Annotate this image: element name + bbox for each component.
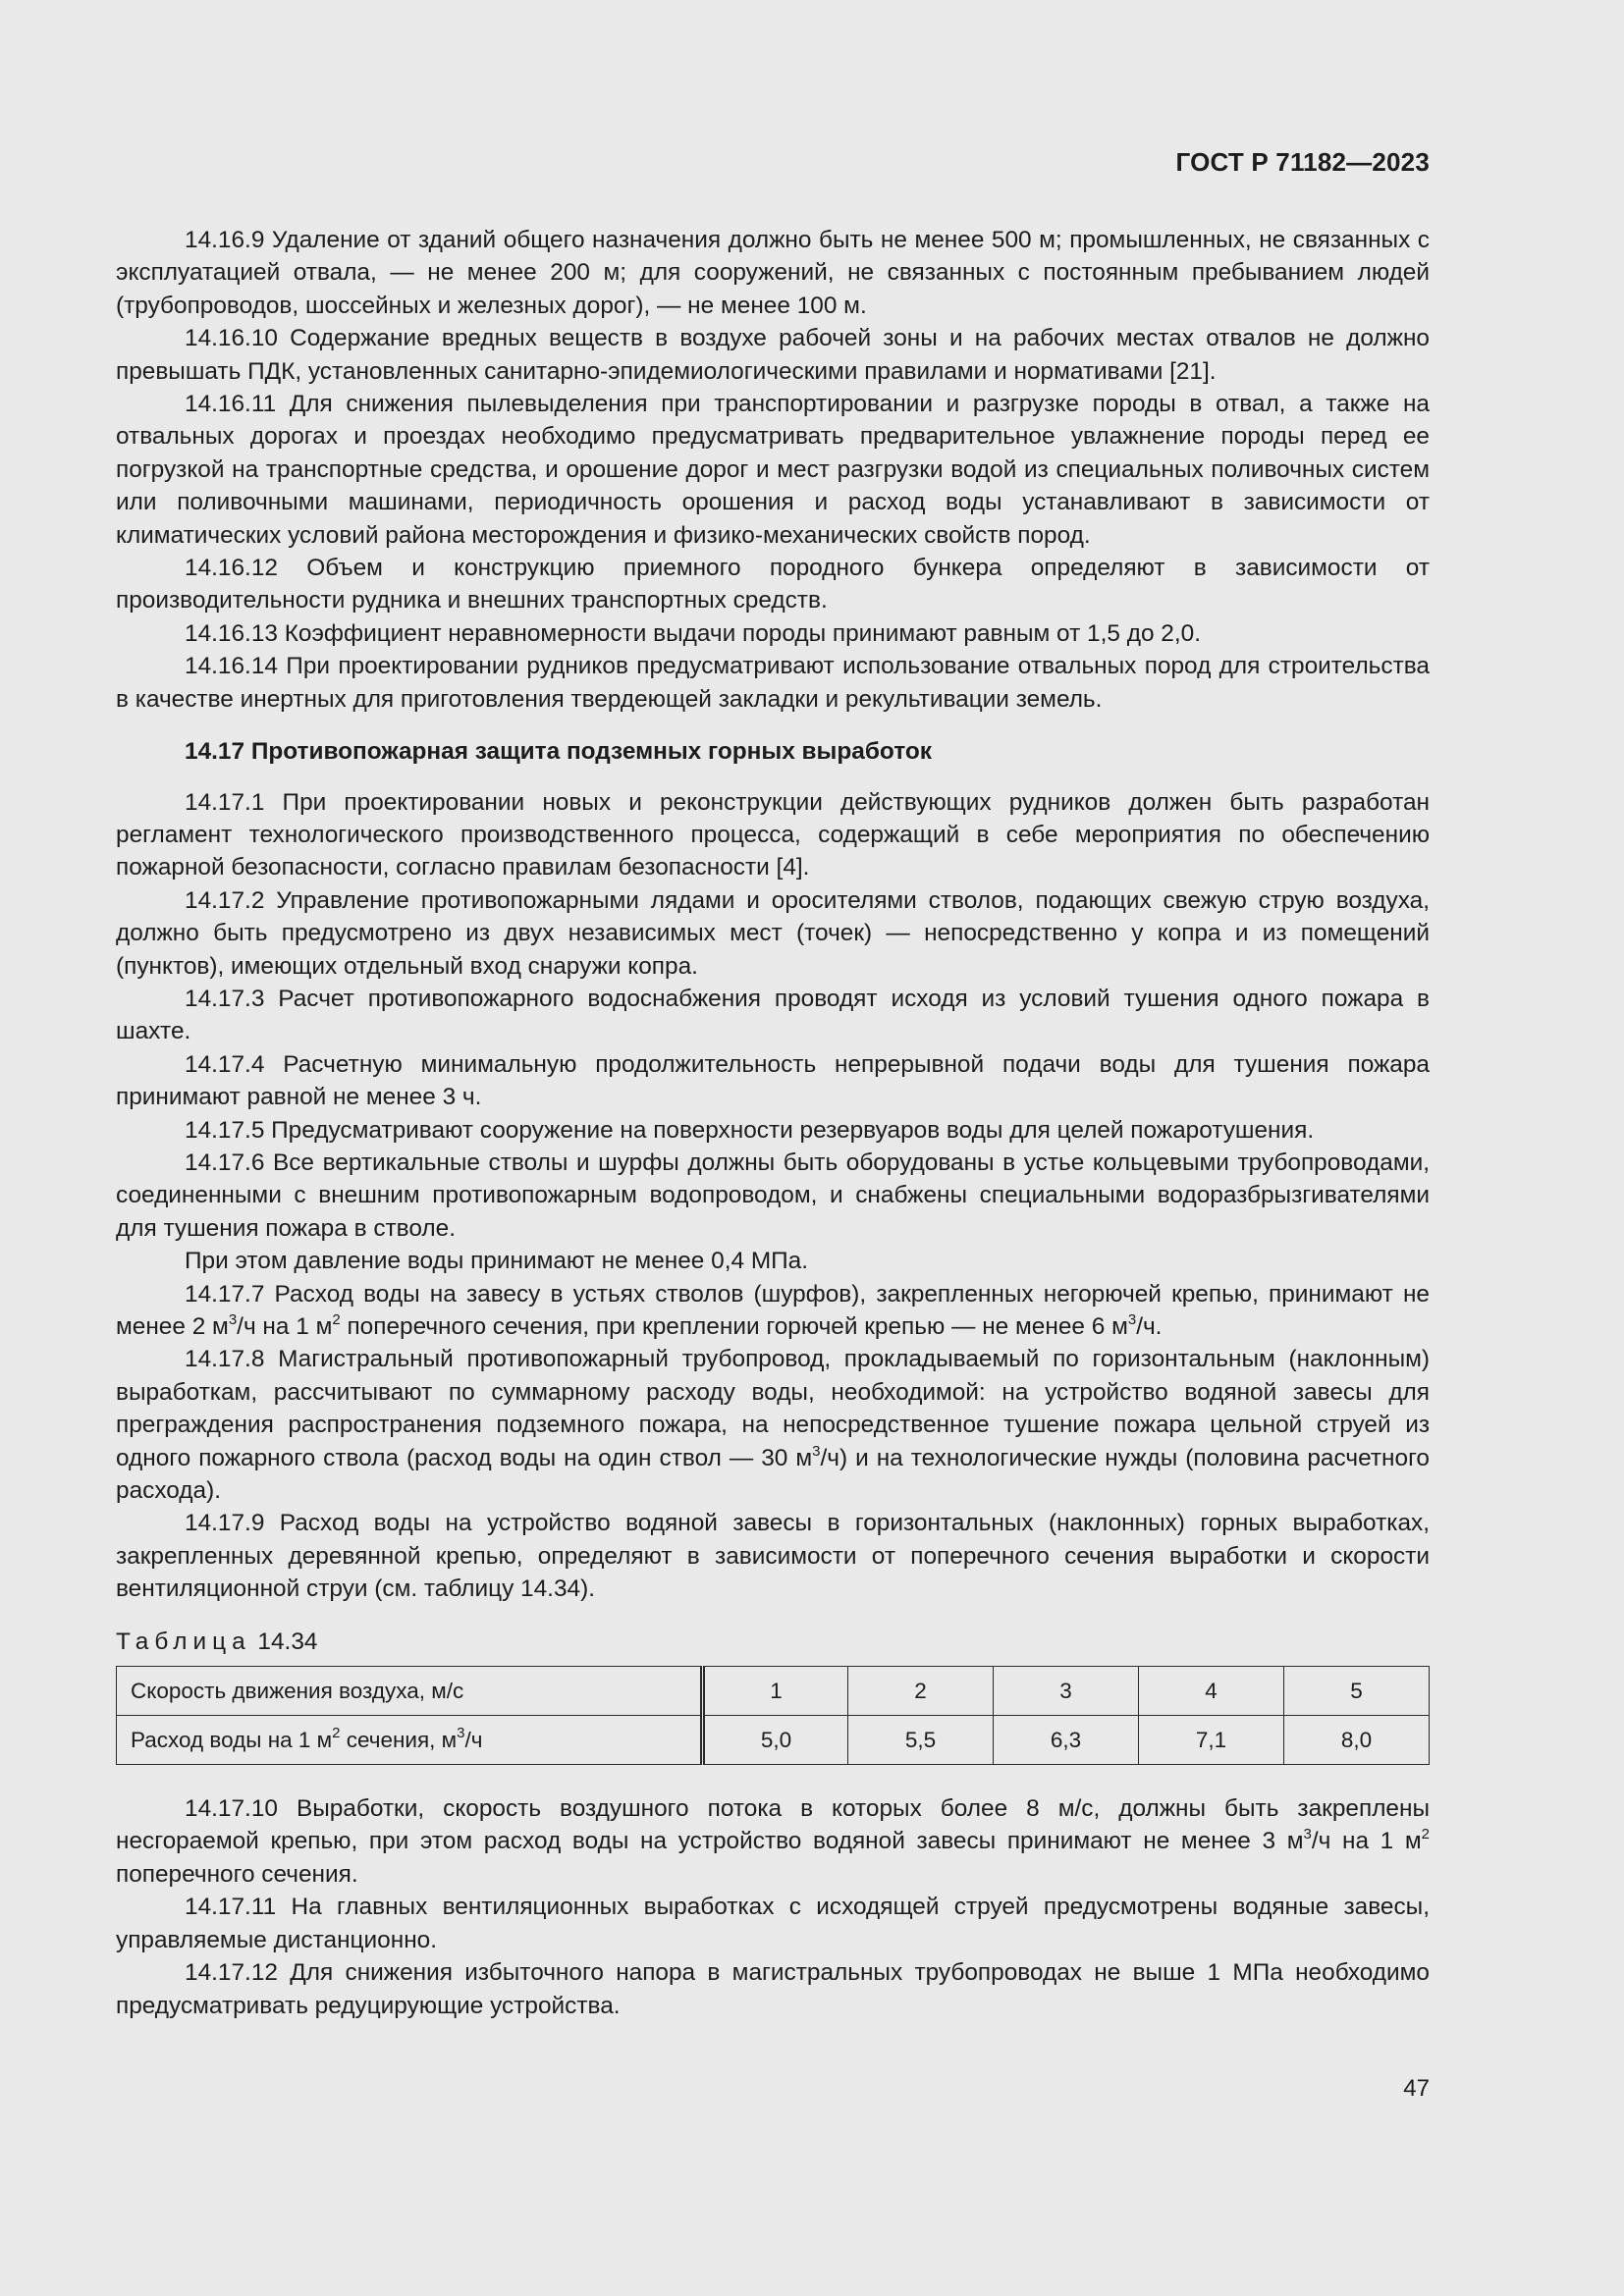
row-header-water-flow xyxy=(117,1716,703,1765)
table-caption-number: 14.34 xyxy=(257,1628,318,1655)
water-flow-table xyxy=(116,1666,1430,1765)
row-header-air-speed: Скорость движения воздуха, м/с xyxy=(117,1667,703,1716)
paragraph-14-17-5: 14.17.5 Предусматривают сооружение на поверхности резервуаров воды для целей пожаротушения. xyxy=(185,1116,1315,1144)
superscript: 2 xyxy=(332,1725,341,1742)
paragraph-14-16-9: 14.16.9 Удаление от зданий общего назначения должно быть не менее 500 м; промышленных, не связанных с эксплуатацией отвала, — не менее 200 м; для сооружений, не связанных с постоянным пребыванием людей (трубопроводов, шоссейных и железных дорог), — не менее 100 м. xyxy=(116,227,1430,319)
paragraph-14-17-10 xyxy=(116,1792,1430,1891)
paragraph-14-17-7 xyxy=(116,1278,1430,1344)
paragraph-14-17-4: 14.17.4 Расчетную минимальную продолжительность непрерывной подачи воды для тушения пожара принимают равной не менее 3 ч. xyxy=(116,1050,1430,1111)
paragraph-14-17-12: 14.17.12 Для снижения избыточного напора в магистральных трубопроводах не выше 1 МПа необходимо предусматривать редуцирующие устройства. xyxy=(116,1959,1430,2019)
text-run: 14.17.10 Выработки, скорость воздушного потока в которых более 8 м/с, должны быть закреплены несгораемой крепью, при этом расход воды на устройство водяной завесы принимают не менее 3 м xyxy=(116,1795,1430,1855)
superscript: 3 xyxy=(1127,1310,1137,1328)
text-run: /ч) и на технологические нужды (половина расчетного расхода). xyxy=(116,1444,1430,1505)
paragraph-14-16-11: 14.16.11 Для снижения пылевыделения при транспортировании и разгрузке породы в отвал, а также на отвальных дорогах и проездах необходимо предусматривать предварительное увлажнение породы перед ее погрузкой на транспортные средства, и орошение дорог и мест разгрузки водой из специальных поливочных систем или поливочными машинами, периодичность орошения и расход воды устанавливают в зависимости от климатических условий района месторождения и физико-механических свойств пород. xyxy=(116,391,1430,549)
table-cell: 5,0 xyxy=(703,1716,848,1765)
paragraph-water-pressure: При этом давление воды принимают не менее 0,4 МПа. xyxy=(185,1248,809,1275)
paragraph-14-17-11: 14.17.11 На главных вентиляционных выработках с исходящей струей предусмотрены водяные завесы, управляемые дистанционно. xyxy=(116,1894,1430,1953)
table-cell: 5 xyxy=(1284,1667,1430,1716)
text-run: сечения, м xyxy=(340,1727,458,1752)
text-run: поперечного сечения, при креплении горючей крепью — не менее 6 м xyxy=(340,1313,1128,1340)
paragraph-14-17-2: 14.17.2 Управление противопожарными лядами и оросителями стволов, подающих свежую струю воздуха, должно быть предусмотрено из двух независимых мест (точек) — непосредственно у копра и из помещений (пунктов), имеющих отдельный вход снаружи копра. xyxy=(116,886,1430,980)
text-run: /ч на 1 м xyxy=(1311,1828,1422,1855)
paragraph-14-17-3: 14.17.3 Расчет противопожарного водоснабжения проводят исходя из условий тушения одного пожара в шахте. xyxy=(116,985,1430,1045)
table-caption xyxy=(116,1626,1430,1658)
superscript: 2 xyxy=(332,1310,341,1328)
text-run: Расход воды на 1 м xyxy=(131,1727,333,1752)
table-row xyxy=(117,1667,1430,1716)
table-cell: 3 xyxy=(994,1667,1139,1716)
table-cell: 6,3 xyxy=(994,1716,1139,1765)
paragraph-14-17-6: 14.17.6 Все вертикальные стволы и шурфы должны быть оборудованы в устье кольцевыми трубопроводами, соединенными с внешним противопожарным водопроводом, и снабжены специальными водоразбрызгивателями для тушения пожара в стволе. xyxy=(116,1148,1430,1242)
paragraph-14-16-10: 14.16.10 Содержание вредных веществ в воздухе рабочей зоны и на рабочих местах отвалов не должно превышать ПДК, установленных санитарно-эпидемиологическими правилами и нормативами [21]. xyxy=(116,325,1430,385)
document-code-header: ГОСТ Р 71182—2023 xyxy=(1175,147,1430,177)
text-run: 14.17.8 Магистральный противопожарный трубопровод, прокладываемый по горизонтальным (наклонным) выработкам, рассчитывают по суммарному расходу воды, необходимой: на устройство водяной завесы для преграждения распространения подземного пожара, на непосредственное тушение пожара цельной струей из одного пожарного ствола (расход воды на один ствол — 30 м xyxy=(116,1346,1430,1471)
table-cell: 7,1 xyxy=(1139,1716,1284,1765)
text-run: /ч xyxy=(464,1727,483,1752)
section-heading-14-17: 14.17 Противопожарная защита подземных горных выработок xyxy=(185,738,932,766)
superscript: 3 xyxy=(457,1725,465,1742)
paragraph-14-17-9: 14.17.9 Расход воды на устройство водяной завесы в горизонтальных (наклонных) горных выработках, закрепленных деревянной крепью, определяют в зависимости от поперечного сечения выработки и скорости вентиляционной струи (см. таблицу 14.34). xyxy=(116,1510,1430,1603)
paragraph-14-17-8 xyxy=(116,1343,1430,1507)
superscript: 3 xyxy=(1303,1826,1312,1843)
table-cell: 5,5 xyxy=(848,1716,994,1765)
document-body xyxy=(116,224,1430,2022)
superscript: 2 xyxy=(1421,1826,1430,1843)
text-run: 14.17.7 Расход воды на завесу в устьях стволов (шурфов), закрепленных негорючей крепью, принимают не менее 2 м xyxy=(116,1280,1430,1340)
table-row xyxy=(117,1716,1430,1765)
superscript: 3 xyxy=(812,1442,821,1460)
paragraph-14-17-1: 14.17.1 При проектировании новых и реконструкции действующих рудников должен быть разработан регламент технологического производственного процесса, содержащий в себе мероприятия по обеспечению пожарной безопасности, согласно правилам безопасности [4]. xyxy=(116,788,1430,881)
paragraph-14-16-14: 14.16.14 При проектировании рудников предусматривают использование отвальных пород для строительства в качестве инертных для приготовления твердеющей закладки и рекультивации земель. xyxy=(116,653,1430,713)
table-cell: 2 xyxy=(848,1667,994,1716)
paragraph-14-16-13: 14.16.13 Коэффициент неравномерности выдачи породы принимают равным от 1,5 до 2,0. xyxy=(185,619,1201,647)
table-cell: 1 xyxy=(703,1667,848,1716)
text-run: поперечного сечения. xyxy=(116,1860,358,1888)
table-cell: 4 xyxy=(1139,1667,1284,1716)
text-run: /ч на 1 м xyxy=(237,1313,333,1340)
superscript: 3 xyxy=(228,1310,238,1328)
table-cell: 8,0 xyxy=(1284,1716,1430,1765)
paragraph-14-16-12: 14.16.12 Объем и конструкцию приемного породного бункера определяют в зависимости от производительности рудника и внешних транспортных средств. xyxy=(116,555,1430,614)
page-number: 47 xyxy=(1403,2075,1430,2102)
text-run: /ч. xyxy=(1136,1313,1163,1340)
table-caption-word: Таблица xyxy=(116,1628,251,1655)
